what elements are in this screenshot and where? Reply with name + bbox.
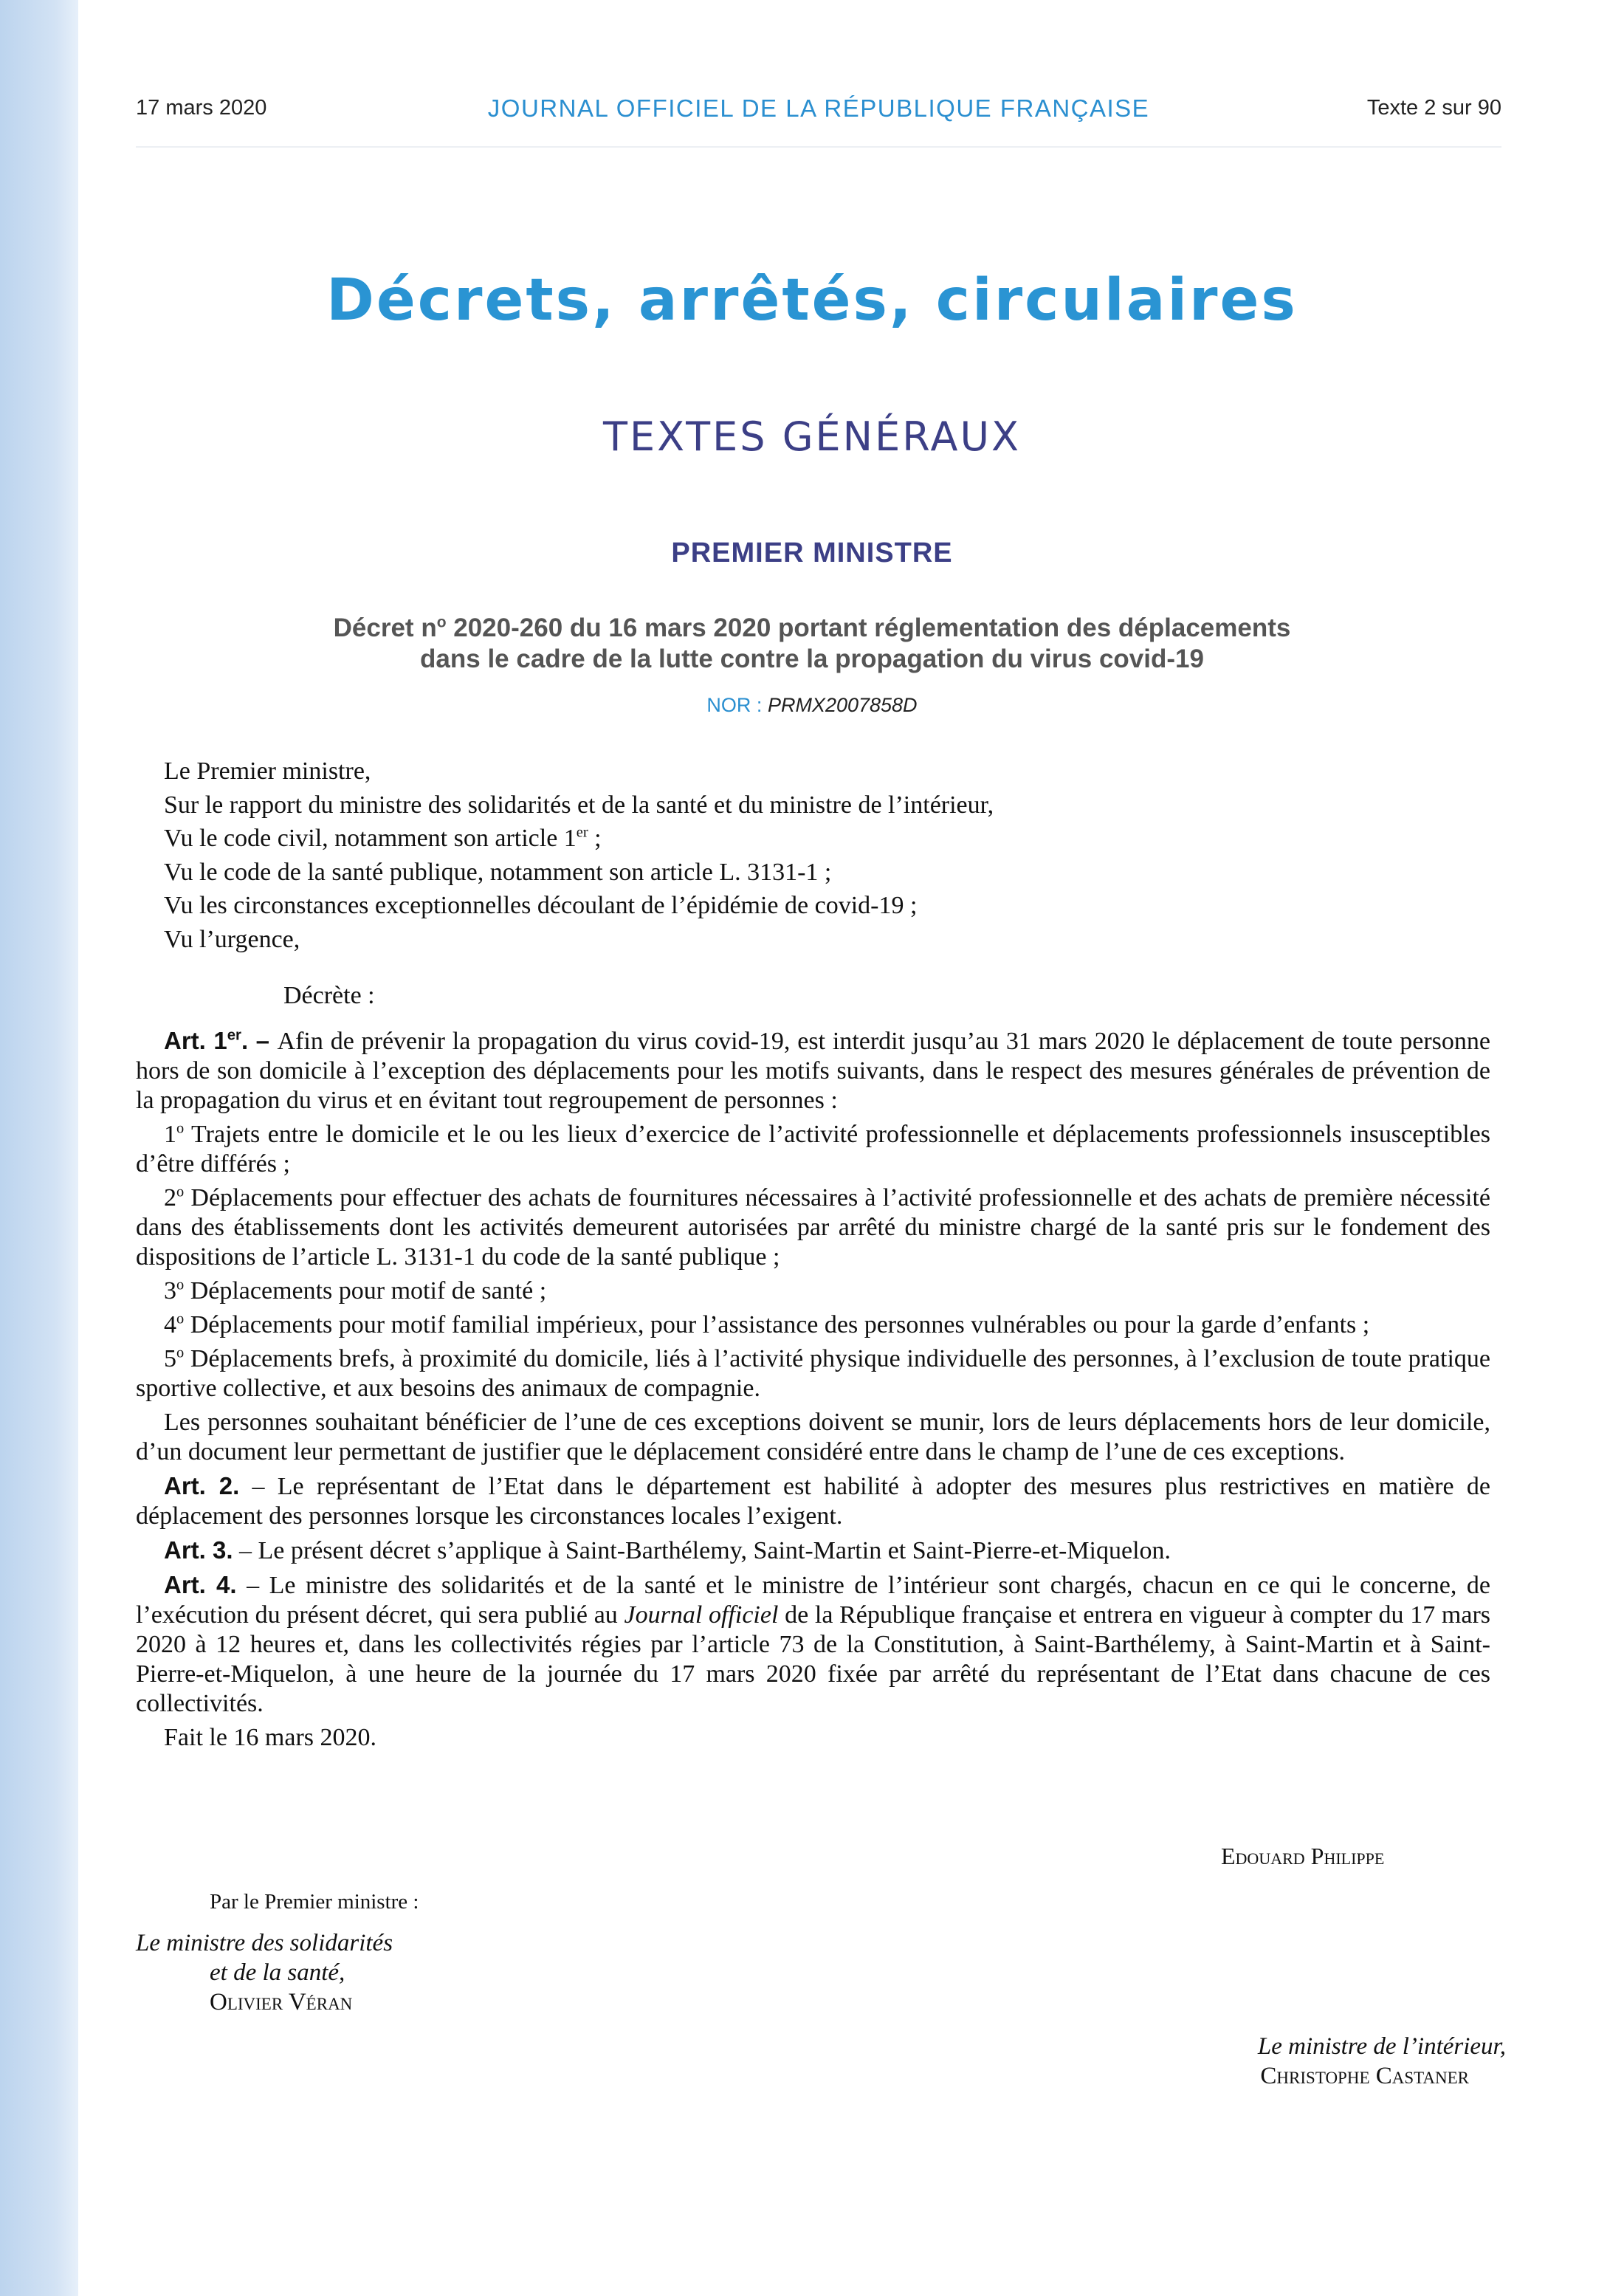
decree-body <box>136 1026 1490 1757</box>
left-margin-strip <box>0 0 78 2296</box>
article-1-dash: . – <box>241 1027 278 1054</box>
preamble-line: Sur le rapport du ministre des solidarités et de la santé et du ministre de l’intérieur, <box>164 791 994 819</box>
list-item <box>136 1344 1490 1403</box>
article-4-label: Art. 4. <box>164 1571 237 1598</box>
article-4 <box>136 1570 1490 1719</box>
preamble-line: Vu l’urgence, <box>164 925 300 953</box>
article-4-text-2: de la République française et entrera en vigueur à compter du 17 mars 2020 à 12 heures et, dans les collectivités régies par l’article 73 de la Constitution, à Saint-Barthélemy, à Saint-Martin et à Saint-Pierre-et-Miquelon, à une heure de la journée du 17 mars 2020 fixée par arrêté du représentant de l’Etat dans chacune de ces collectivités. <box>136 1601 1490 1717</box>
item-sup: o <box>176 1183 185 1200</box>
nor-reference <box>0 694 1624 717</box>
preamble-line: Le Premier ministre, <box>164 757 371 785</box>
article-4-text-1: – Le ministre des solidarités et de la santé et le ministre de l’intérieur sont chargés, chacun en ce qui le concerne, de l’exécution du présent décret, qui sera publié au <box>136 1572 1490 1629</box>
preamble-text: Vu le code civil, notamment son article 1 <box>164 825 577 852</box>
item-sup: o <box>176 1276 185 1293</box>
list-item <box>136 1310 1490 1340</box>
item-number: 4 <box>164 1311 176 1338</box>
item-sup: o <box>176 1344 185 1361</box>
decree-title-line-1-rest: 2020-260 du 16 mars 2020 portant réglementation des déplacements <box>446 613 1291 642</box>
preamble-line: Vu le code de la santé publique, notamment son article L. 3131-1 ; <box>164 858 832 886</box>
header-journal-title: JOURNAL OFFICIEL DE LA RÉPUBLIQUE FRANÇAISE <box>487 94 1150 122</box>
subsection-title: TEXTES GÉNÉRAUX <box>603 413 1021 460</box>
article-1-text: Afin de prévenir la propagation du virus covid-19, est interdit jusqu’au 31 mars 2020 le déplacement de toute personne hors de son domicile à l’exception des déplacements pour les motifs suivants, dans le respect des mesures générales de prévention de la propagation du virus et en évitant tout regroupement de personnes : <box>136 1028 1490 1114</box>
signature-prime-minister: Edouard Philippe <box>1221 1843 1385 1869</box>
item-text: Déplacements pour effectuer des achats de fournitures nécessaires à l’activité professionnelle et des achats de première nécessité dans des établissements dont les activités demeurent autorisées par arrêté du ministre chargé de la santé pris sur le fondement des dispositions de l’article L. 3131-1 du code de la santé publique ; <box>136 1184 1490 1271</box>
preamble-text-end: ; <box>588 825 602 852</box>
nor-code: PRMX2007858D <box>767 694 918 716</box>
decree-title-ordinal: o <box>436 613 447 631</box>
ministry-heading: PREMIER MINISTRE <box>671 537 953 568</box>
list-item <box>136 1183 1490 1272</box>
preamble-sup: er <box>576 824 588 841</box>
item-number: 3 <box>164 1277 176 1305</box>
page-header <box>136 96 1501 126</box>
decree-title <box>0 613 1624 675</box>
item-text: Déplacements pour motif familial impérieux, pour l’assistance des personnes vulnérables ou pour la garde d’enfants ; <box>184 1311 1370 1338</box>
article-3-label: Art. 3. <box>164 1536 233 1564</box>
article-3-text: – Le présent décret s’applique à Saint-Barthélemy, Saint-Martin et Saint-Pierre-et-Miquelon. <box>233 1537 1171 1564</box>
sig-left-line-2: et de la santé, <box>210 1959 345 1986</box>
item-text: Déplacements brefs, à proximité du domicile, liés à l’activité physique individuelle des personnes, à l’exclusion de toute pratique sportive collective, et aux besoins des animaux de compagnie. <box>136 1345 1490 1402</box>
article-1 <box>136 1026 1490 1116</box>
article-1-label: Art. 1 <box>164 1027 227 1054</box>
sig-left-line-1: Le ministre des solidarités <box>136 1930 393 1956</box>
sig-left-name: Olivier Véran <box>210 1989 353 2015</box>
item-text: Trajets entre le domicile et le ou les lieux d’exercice de l’activité professionnelle et déplacements professionnels insusceptibles d’être différés ; <box>136 1121 1490 1178</box>
article-4-italic: Journal officiel <box>624 1601 779 1629</box>
item-number: 1 <box>164 1121 176 1148</box>
article-2-label: Art. 2. <box>164 1472 240 1499</box>
sig-right-line-1: Le ministre de l’intérieur, <box>1257 2033 1506 2060</box>
preamble-line <box>164 822 1493 856</box>
decrete-heading: Décrète : <box>283 982 375 1009</box>
decree-title-prefix: Décret n <box>333 613 437 642</box>
list-item <box>136 1276 1490 1306</box>
item-number: 2 <box>164 1184 176 1211</box>
fait-le: Fait le 16 mars 2020. <box>164 1724 377 1751</box>
header-date: 17 mars 2020 <box>136 96 267 120</box>
preamble-line: Vu les circonstances exceptionnelles découlant de l’épidémie de covid-19 ; <box>164 892 918 919</box>
header-page-count: Texte 2 sur 90 <box>1366 96 1501 120</box>
signature-interior-minister <box>1107 2032 1506 2091</box>
decree-title-line-1 <box>0 613 1624 644</box>
item-sup: o <box>176 1310 185 1327</box>
item-number: 5 <box>164 1345 176 1372</box>
header-divider <box>136 146 1501 148</box>
preamble <box>164 755 1493 956</box>
nor-label: NOR : <box>706 694 768 716</box>
item-sup: o <box>176 1120 185 1137</box>
article-2-text: – Le représentant de l’Etat dans le département est habilité à adopter des mesures plus restrictives en matière de déplacement des personnes lorsque les circonstances locales l’exigent. <box>136 1473 1490 1530</box>
item-text: Déplacements pour motif de santé ; <box>184 1277 547 1305</box>
article-1-sup: er <box>227 1027 241 1044</box>
article-1-closing: Les personnes souhaitant bénéficier de l’une de ces exceptions doivent se munir, lors de leurs déplacements hors de leur domicile, d’un document leur permettant de justifier que le déplacement considéré entre dans le champ de l’une de ces exceptions. <box>136 1409 1490 1465</box>
decree-title-line-2: dans le cadre de la lutte contre la propagation du virus covid-19 <box>420 645 1204 673</box>
signature-health-minister <box>136 1928 579 2017</box>
list-item <box>136 1120 1490 1179</box>
section-title: Décrets, arrêtés, circulaires <box>326 267 1298 334</box>
sig-right-name: Christophe Castaner <box>1260 2063 1469 2089</box>
article-2 <box>136 1471 1490 1531</box>
par-premier-ministre: Par le Premier ministre : <box>210 1890 419 1914</box>
article-3 <box>136 1536 1490 1566</box>
